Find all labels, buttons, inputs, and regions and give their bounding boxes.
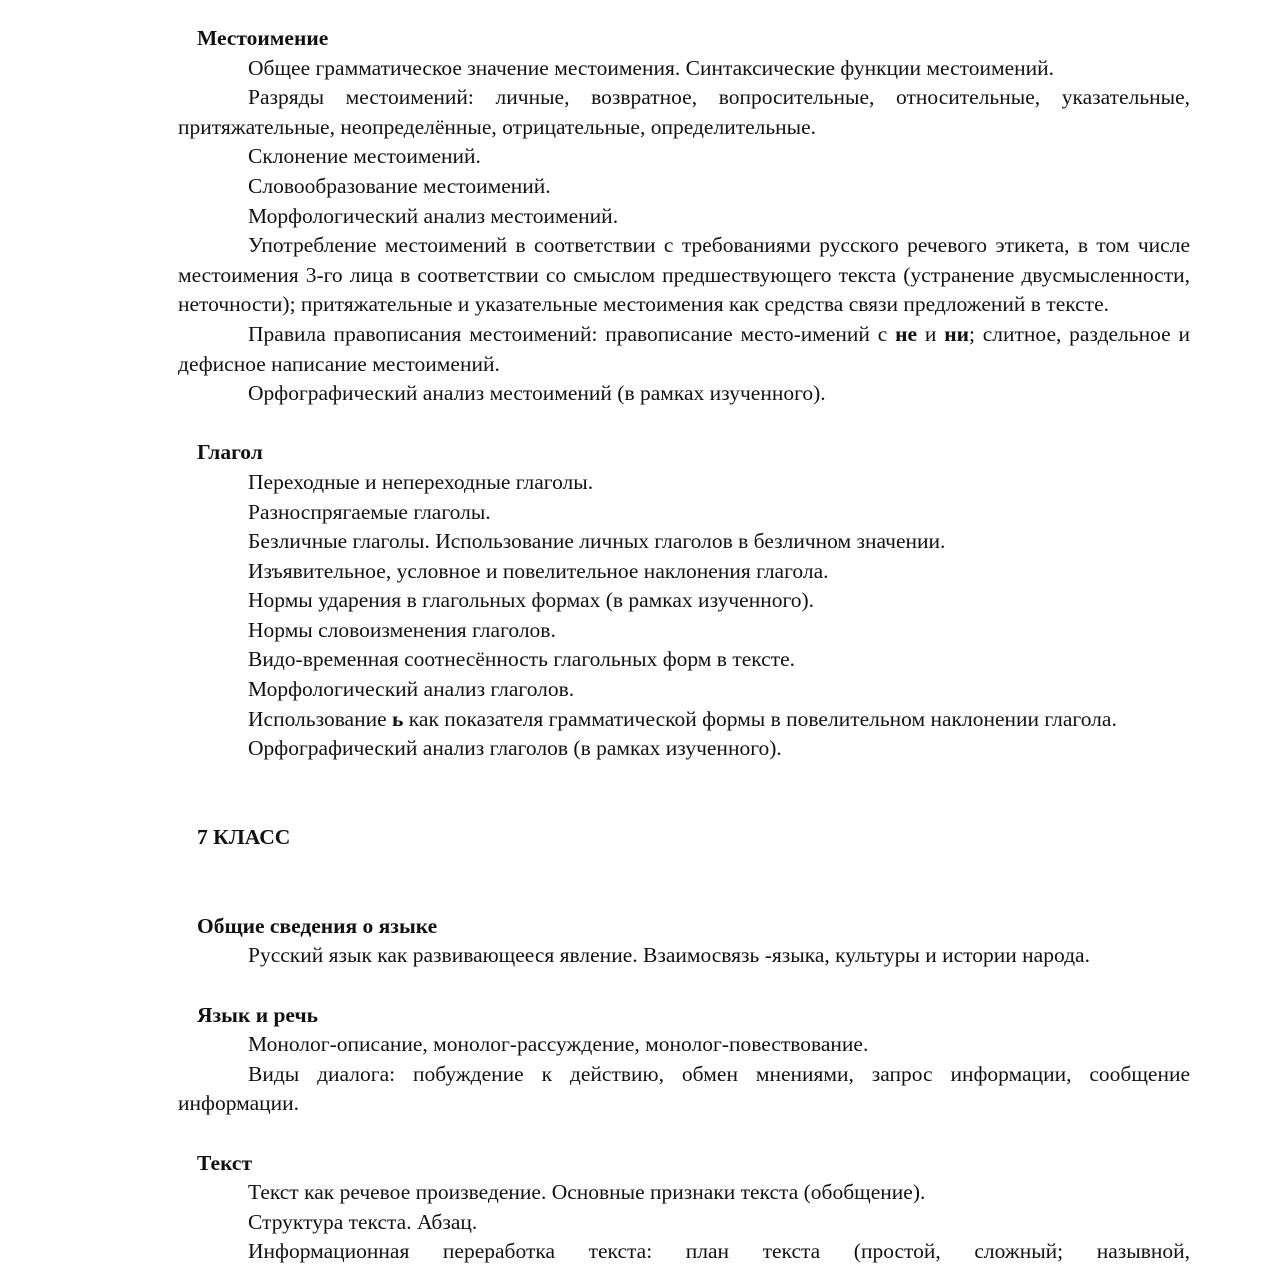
paragraph-glagol-9: Орфографический анализ глаголов (в рамках изученного). — [248, 736, 782, 761]
paragraph-obshchie-svedeniya-1: Русский язык как развивающееся явление. Взаимосвязь -языка, культуры и истории народа. — [248, 943, 1090, 968]
section-heading-glagol: Глагол — [197, 440, 263, 465]
paragraph-mestoimenie-6: Употребление местоимений в соответствии с требованиями русского речевого этикета, в том числе местоимения 3-го лица в соответствии со смыслом предшествующего текста (устранение двусмысленности, неточности); притяжательные и указательные местоимения как средства связи предложений в тексте. — [178, 233, 1190, 317]
paragraph-mestoimenie-5: Морфологический анализ местоимений. — [248, 203, 619, 228]
section-spacer — [178, 764, 1190, 794]
spelling-rules-prefix: Правила правописания местоимений: правописание место-имений с — [248, 321, 896, 346]
section-heading-yazyk-i-rech: Язык и речь — [197, 1002, 318, 1027]
paragraph-glagol-4: Изъявительное, условное и повелительное наклонения глагола. — [248, 558, 829, 583]
document-body — [178, 24, 1190, 1267]
soft-sign-bold: ь — [392, 706, 404, 731]
section-spacer — [178, 793, 1190, 823]
paragraph-tekst-3-truncated: Информационная переработка текста: план текста (простой, сложный; назывной, — [248, 1239, 1190, 1264]
section-obshchie-svedeniya — [178, 912, 1190, 971]
paragraph-glagol-1: Переходные и непереходные глаголы. — [248, 469, 594, 494]
soft-sign-prefix: Использование — [248, 706, 393, 731]
paragraph-mestoimenie-spelling-rules — [178, 320, 1190, 379]
section-spacer — [178, 409, 1190, 439]
paragraph-mestoimenie-2: Разряды местоимений: личные, возвратное, вопросительные, относительные, указательные, притяжательные, неопределённые, отрицательные, определительные. — [178, 85, 1190, 139]
section-tekst — [178, 1149, 1190, 1267]
spelling-rules-suffix: ; слитное, раздельное и дефисное написание местоимений. — [178, 321, 1190, 376]
paragraph-mestoimenie-7: Орфографический анализ местоимений (в рамках изученного). — [248, 381, 826, 406]
spelling-rules-bold-ni: ни — [944, 321, 969, 346]
paragraph-tekst-2: Структура текста. Абзац. — [248, 1209, 478, 1234]
paragraph-yazyk-i-rech-2: Виды диалога: побуждение к действию, обмен мнениями, запрос информации, сообщение информации. — [178, 1061, 1190, 1116]
section-spacer — [178, 882, 1190, 912]
section-heading-tekst: Текст — [197, 1150, 253, 1175]
spelling-rules-middle: и — [917, 321, 945, 346]
paragraph-mestoimenie-3: Склонение местоимений. — [248, 144, 481, 169]
paragraph-glagol-7: Видо-временная соотнесённость глагольных форм в тексте. — [248, 647, 796, 672]
paragraph-mestoimenie-4: Словообразование местоимений. — [248, 173, 551, 198]
spelling-rules-bold-ne: не — [895, 321, 918, 346]
section-glagol — [178, 438, 1190, 764]
section-heading-mestoimenie: Местоимение — [197, 26, 329, 50]
paragraph-glagol-soft-sign — [178, 705, 1190, 735]
paragraph-glagol-3: Безличные глаголы. Использование личных глаголов в безличном значении. — [248, 529, 946, 554]
class-heading-7: 7 КЛАСС — [197, 825, 291, 850]
paragraph-glagol-8: Морфологический анализ глаголов. — [248, 677, 575, 702]
paragraph-tekst-1: Текст как речевое произведение. Основные признаки текста (обобщение). — [248, 1180, 926, 1205]
paragraph-glagol-5: Нормы ударения в глагольных формах (в рамках изученного). — [248, 588, 815, 613]
section-spacer — [178, 1119, 1190, 1149]
paragraph-glagol-2: Разноспрягаемые глаголы. — [248, 499, 491, 524]
paragraph-glagol-6: Нормы словоизменения глаголов. — [248, 617, 556, 642]
section-heading-obshchie-svedeniya: Общие сведения о языке — [197, 913, 438, 938]
section-yazyk-i-rech — [178, 1001, 1190, 1119]
section-spacer — [178, 853, 1190, 883]
section-mestoimenie — [178, 24, 1190, 409]
paragraph-mestoimenie-1: Общее грамматическое значение местоимения. Синтаксические функции местоимений. — [248, 55, 1055, 80]
soft-sign-suffix: как показателя грамматической формы в повелительном наклонении глагола. — [403, 706, 1117, 731]
section-spacer — [178, 971, 1190, 1001]
paragraph-yazyk-i-rech-1: Монолог-описание, монолог-рассуждение, монолог-повествование. — [248, 1032, 869, 1057]
